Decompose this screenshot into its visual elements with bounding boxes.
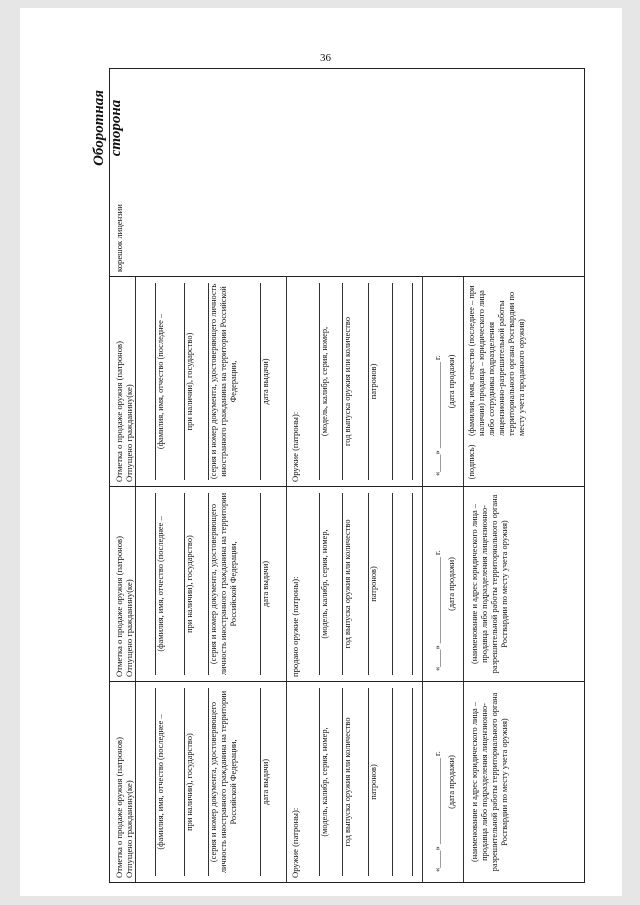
col3-weapon-label: Оружие (патроны): [290,411,300,482]
col1-weapon-label: Оружие (патроны): [290,807,300,878]
col2-header-2: Отпущено гражданину(ке) [124,579,134,677]
stub-label: корешок лицензии [114,204,124,272]
col1-year-caption: год выпуска оружия или количество [343,717,352,847]
col2-weapon-label: продано оружие (патроны): [290,576,300,677]
side-title: Оборотная сторона [91,90,124,166]
col3-sale-date-caption: (дата продажи) [447,354,456,409]
col2-fio-caption-2: при наличии), государство) [185,535,194,633]
col2-issue-date-caption: дата выдачи) [261,560,270,608]
col3-issue-date-caption: дата выдачи) [261,358,270,405]
col3-footer-caption: (фамилия, имя, отчество (последнее – при наличии) продавца – юридического лица либо сотрудника подразделения лицензионно-разрешительной работы территориального органа Росгвардии по месту учета проданного оружия) [467,285,526,436]
col3-doc-caption: (серия и номер документа, удостоверяющего личность иностранного гражданина на территории Российской Федерации, [209,283,238,480]
sale-mark-column-2 [110,487,584,682]
page-number: 36 [320,52,331,64]
col1-fio-caption-2: при наличии), государство) [185,733,194,831]
col3-signature-caption: (подпись) [467,444,476,480]
col1-doc-caption: (серия и номер документа, удостоверяющего личность иностранного гражданина на территории Российской Федерации, [209,690,238,874]
col1-cartridges-caption: патронов) [369,764,378,800]
col1-footer-caption: (наименование и адрес юридического лица – продавца либо подразделения лицензионно-разрешительной работы территориального органа Росгвардии по месту учета оружия) [470,692,509,872]
col1-date-line: «____» ____________________ г. [432,751,442,872]
col3-date-line: «____» ____________________ г. [432,355,442,476]
col3-header-2: Отпущено гражданину(ке) [124,384,134,482]
col3-cartridges-caption: патронов) [369,363,378,400]
col3-fio-caption-2: при наличии), государство) [185,332,194,431]
license-reverse-table [109,68,585,883]
col2-footer-caption: (наименование и адрес юридического лица – продавца либо подразделения лицензионно-разрешительной работы территориального органа Росгвардии по месту учета оружия) [470,494,509,674]
sale-mark-column-3 [110,277,584,487]
col1-header-2: Отпущено гражданину(ке) [124,780,134,878]
col2-year-caption: год выпуска оружия или количество [343,519,352,649]
sale-mark-column-1 [110,682,584,882]
license-stub-column [110,67,584,277]
col3-fio-caption: (фамилия, имя, отчество (последнее – [156,313,165,450]
col3-header-1: Отметка о продаже оружия (патронов) [114,341,124,482]
col3-year-caption: год выпуска оружия или количество [343,316,352,447]
col1-sale-date-caption: (дата продажи) [447,755,456,809]
col2-doc-caption: (серия и номер документа, удостоверяющего личность иностранного гражданина на территории Российской Федерации, [209,492,238,676]
col3-model-caption: (модель, калибр, серия, номер, [320,326,329,437]
col2-sale-date-caption: (дата продажи) [447,557,456,611]
col1-issue-date-caption: дата выдачи) [261,758,270,806]
col1-fio-caption: (фамилия, имя, отчество (последнее – [156,714,165,850]
col1-model-caption: (модель, калибр, серия, номер, [320,727,329,837]
col2-model-caption: (модель, калибр, серия, номер, [320,529,329,639]
col2-fio-caption: (фамилия, имя, отчество (последнее – [156,516,165,652]
col2-header-1: Отметка о продаже оружия (патронов) [114,536,124,677]
col2-date-line: «____» ____________________ г. [432,550,442,671]
col1-header-1: Отметка о продаже оружия (патронов) [114,737,124,878]
col2-cartridges-caption: патронов) [369,566,378,602]
